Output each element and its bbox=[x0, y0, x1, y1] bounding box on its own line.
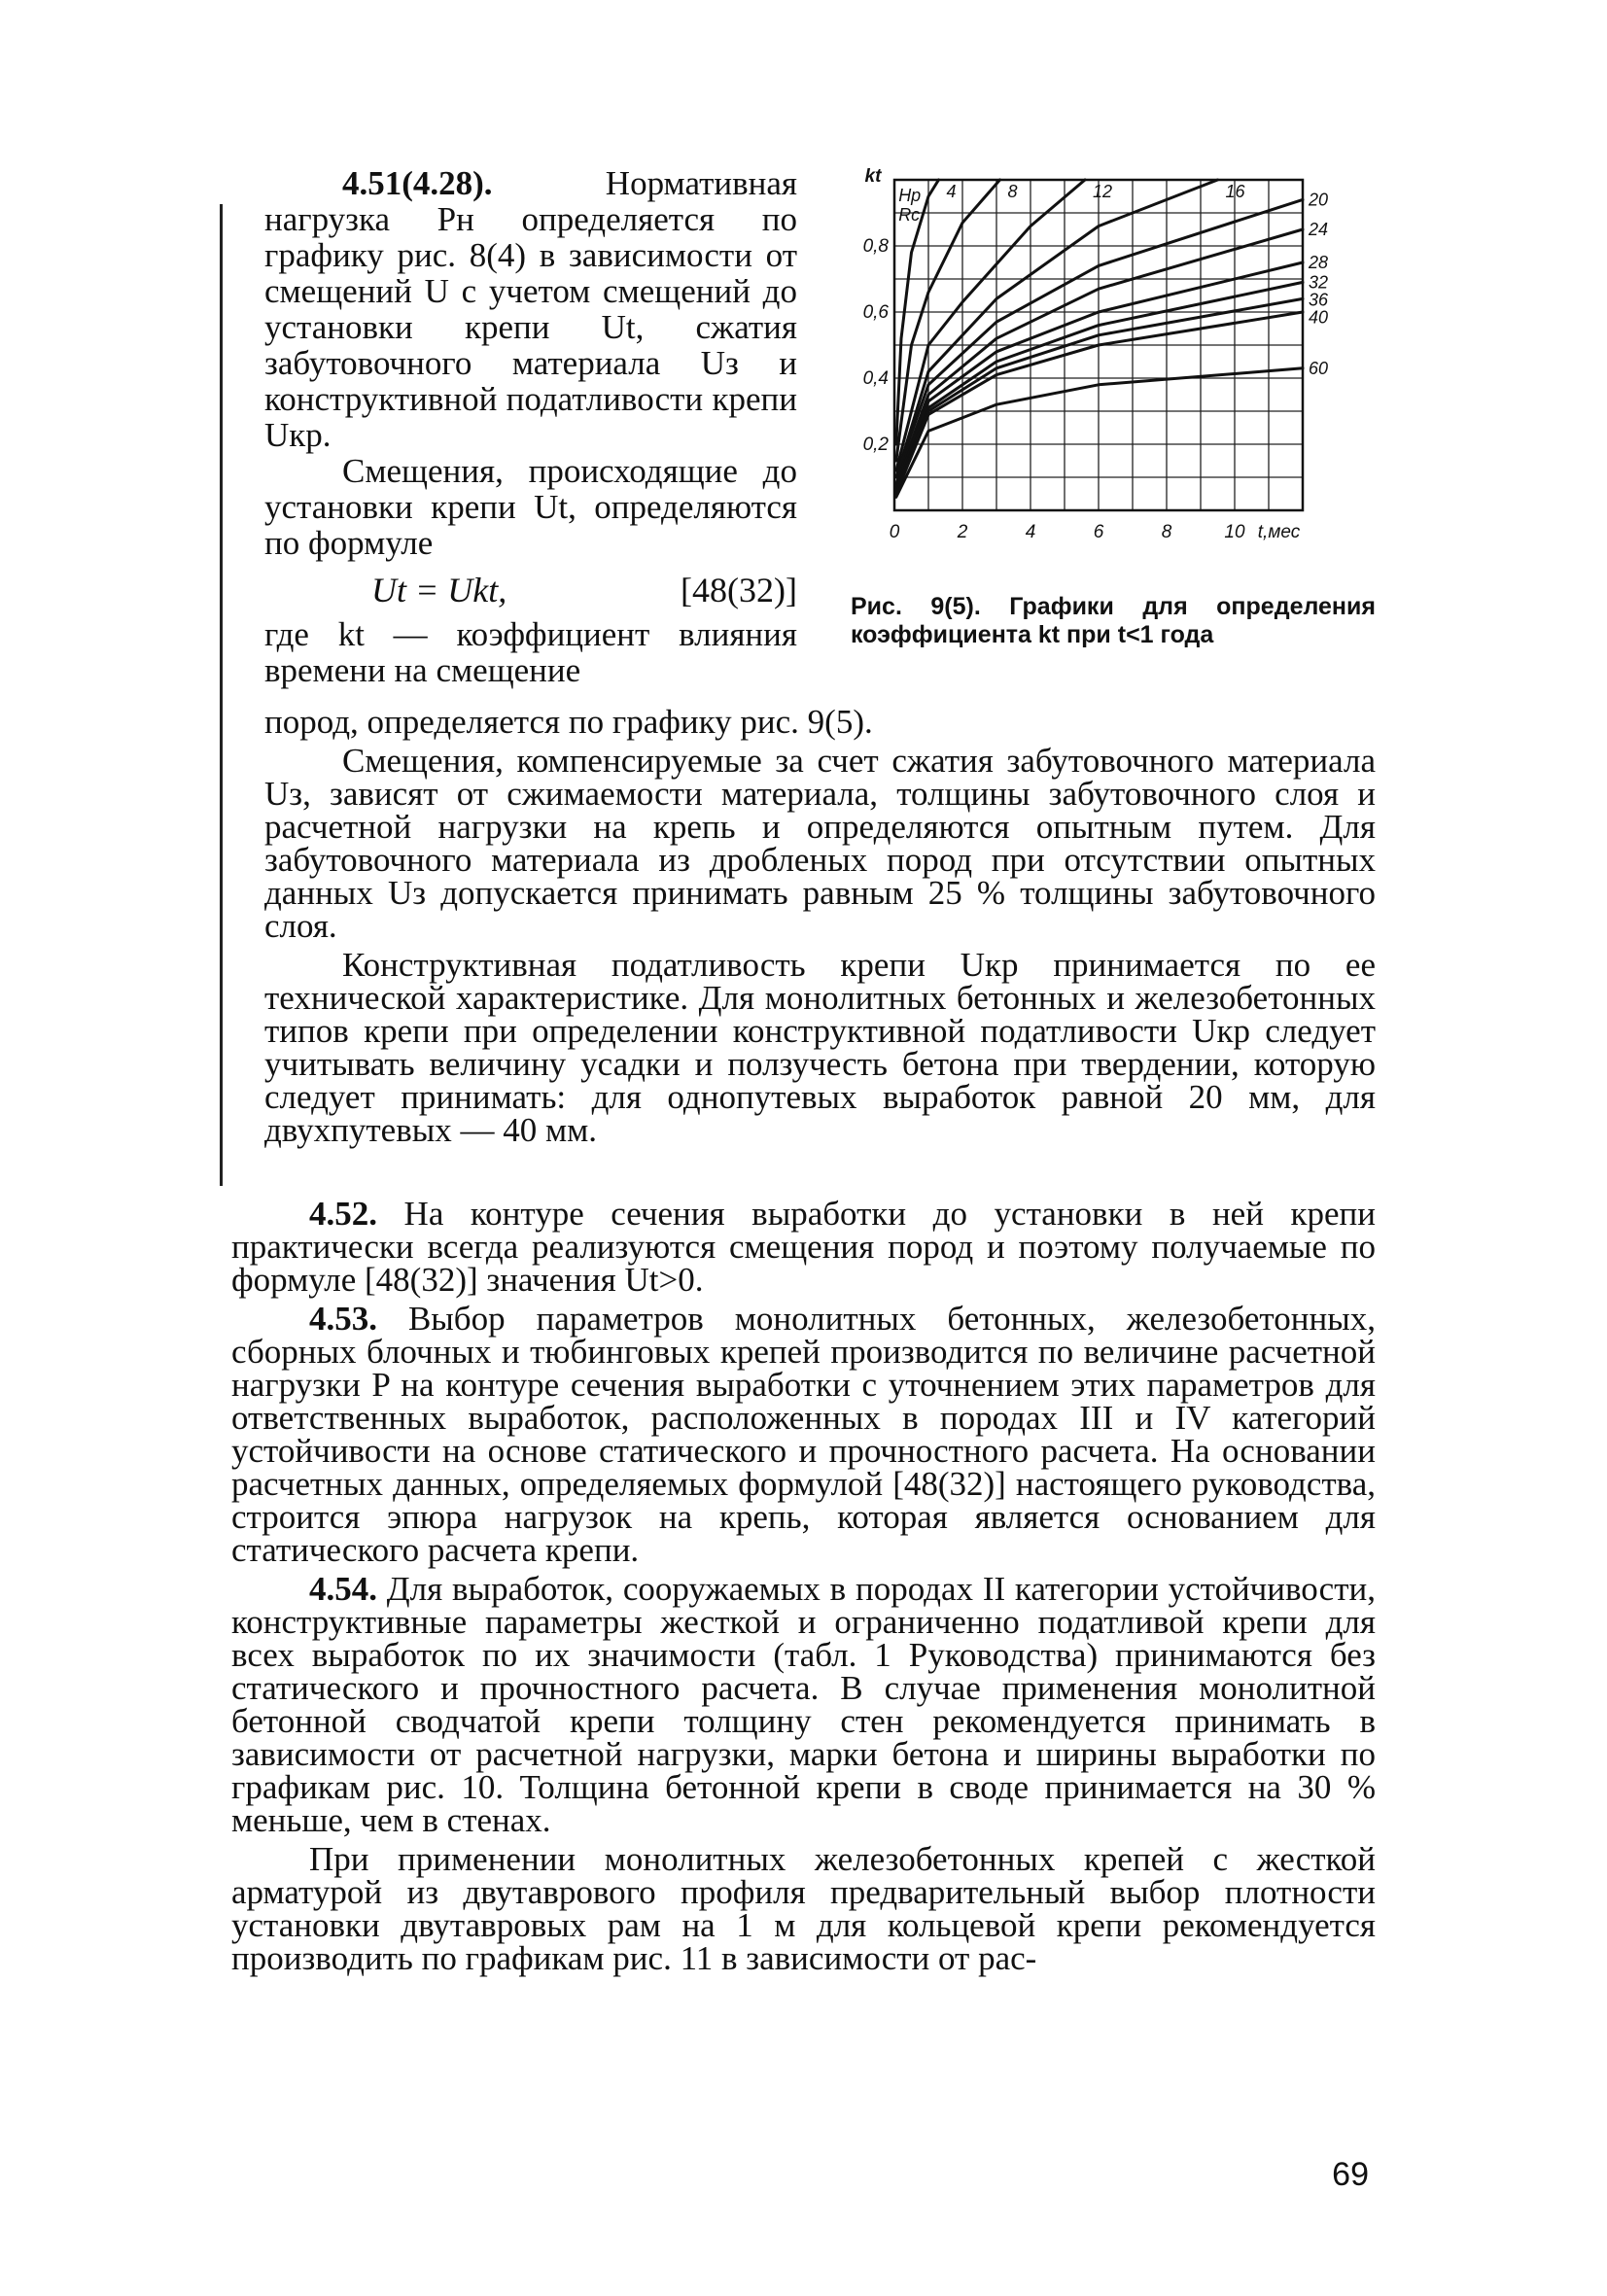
left-column bbox=[264, 165, 797, 688]
paragraph-displacements: Смещения, происходящие до установки крепи Ut, определяются по формуле bbox=[264, 452, 797, 562]
paragraph-backfill: Смещения, компенсируемые за счет сжатия забутовочного материала Uз, зависят от сжимаемости материала, толщины забутовочного слоя и расчетной нагрузки на крепь и определяются опытным путем. Для забутовочного материала из дробленых пород при отсутствии опытных данных Uз допускается принимать равным 25 % толщины забутовочного слоя. bbox=[264, 742, 1376, 945]
figure-kt-chart bbox=[846, 160, 1371, 569]
section-4-52-head: 4.52. bbox=[309, 1195, 377, 1233]
section-4-53 bbox=[231, 1300, 1376, 1569]
section-4-52 bbox=[231, 1195, 1376, 1299]
x-tick-label: 6 bbox=[1093, 522, 1104, 542]
curve-label-36: 36 bbox=[1309, 290, 1329, 310]
section-4-54-text: Для выработок, сооружаемых в породах II категории устойчивости, конструктивные параметры жесткой и ограниченно податливой крепи для всех выработок по их значимости (табл. 1 Руководства) принимаются без статического и прочностного расчета. В случае применения монолитной бетонной сводчатой крепи толщину стен рекомендуется принимать в зависимости от расчетной нагрузки, марки бетона и ширины выработки по графикам рис. 10. Толщина бетонной крепи в своде принимается на 30 % меньше, чем в стенах. bbox=[231, 1570, 1376, 1839]
body-sections bbox=[231, 1195, 1376, 1981]
page-number: 69 bbox=[1332, 2156, 1369, 2193]
y-tick-label: 0,6 bbox=[862, 302, 889, 323]
curve-label-32: 32 bbox=[1309, 272, 1329, 293]
curve-label-16: 16 bbox=[1225, 182, 1245, 201]
curve-label-20: 20 bbox=[1309, 190, 1329, 210]
body-text bbox=[264, 703, 1376, 1153]
y-tick-label: 0,4 bbox=[862, 368, 889, 389]
margin-rule bbox=[220, 204, 223, 1186]
curve-label-12: 12 bbox=[1093, 182, 1113, 201]
x-tick-label: 0 bbox=[889, 522, 900, 542]
curve-label-60: 60 bbox=[1309, 358, 1329, 378]
section-4-53-text: Выбор параметров монолитных бетонных, железобетонных, сборных блочных и тюбинговых крепей производится по величине расчетной нагрузки P на контуре сечения выработки с уточнением этих параметров для ответственных выработок, расположенных в породах III и IV категорий устойчивости на основе статического и прочностного расчета. На основании расчетных данных, определяемых формулой [48(32)] настоящего руководства, строится эпюра нагрузок на крепь, которая является основанием для статического расчета крепи. bbox=[231, 1300, 1376, 1569]
curve-20 bbox=[896, 199, 1303, 477]
section-4-51 bbox=[264, 165, 797, 453]
x-tick-label: 2 bbox=[957, 522, 968, 542]
section-4-52-text: На контуре сечения выработки до установки в ней крепи практически всегда реализуются смещения пород и поэтому получаемые по формуле [48(32)] значения Ut>0. bbox=[231, 1195, 1376, 1299]
curve-label-4: 4 bbox=[946, 182, 957, 201]
curve-label-40: 40 bbox=[1309, 307, 1329, 328]
corner-label-hp: Hp bbox=[898, 186, 922, 205]
paragraph-continuation: пород, определяется по графику рис. 9(5). bbox=[264, 703, 873, 741]
section-4-51-text: Нормативная нагрузка Pн определяется по графику рис. 8(4) в зависимости от смещений U с учетом смещений до установки крепи Ut, сжатия забутовочного материала Uз и конструктивной податливости крепи Uкр. bbox=[264, 164, 797, 454]
formula-block bbox=[264, 573, 797, 609]
section-4-54 bbox=[231, 1570, 1376, 1839]
formula-number: [48(32)] bbox=[681, 571, 797, 609]
x-axis-label: t,мес bbox=[1257, 522, 1301, 542]
y-tick-label: 0,2 bbox=[862, 435, 889, 455]
chart-svg bbox=[846, 160, 1371, 569]
curve-36 bbox=[896, 298, 1303, 490]
chart-curves bbox=[896, 180, 1303, 497]
y-tick-label: 0,8 bbox=[862, 236, 889, 257]
curve-label-28: 28 bbox=[1309, 253, 1329, 272]
x-tick-label: 10 bbox=[1224, 522, 1245, 542]
section-4-53-head: 4.53. bbox=[309, 1300, 377, 1338]
section-4-54-head: 4.54. bbox=[309, 1570, 377, 1608]
curve-label-24: 24 bbox=[1309, 220, 1329, 239]
figure-caption: Рис. 9(5). Графики для определения коэффициента kt при t<1 года bbox=[851, 593, 1376, 648]
curve-label-8: 8 bbox=[1007, 182, 1018, 201]
x-tick-label: 8 bbox=[1161, 522, 1172, 542]
formula: Ut = Ukt, bbox=[371, 571, 507, 609]
y-axis-label: kt bbox=[864, 166, 882, 187]
where-text: где kt — коэффициент влияния времени на смещение bbox=[264, 615, 797, 689]
x-tick-label: 4 bbox=[1025, 522, 1036, 542]
paragraph-reinforced: При применении монолитных железобетонных крепей с жесткой арматурой из двутаврового профиля предварительный выбор плотности установки двутавровых рам на 1 м для кольцевой крепи рекомендуется производить по графикам рис. 11 в зависимости от рас- bbox=[231, 1840, 1376, 1977]
paragraph-compliance: Конструктивная податливость крепи Uкр принимается по ее технической характеристике. Для монолитных бетонных и железобетонных типов крепи при определении конструктивной податливости Uкр следует учитывать величину усадки и ползучесть бетона при твердении, которую следует принимать: для однопутевых выработок равной 20 мм, для двухпутевых — 40 мм. bbox=[264, 946, 1376, 1149]
curve-32 bbox=[896, 282, 1303, 490]
section-4-51-head: 4.51(4.28). bbox=[342, 164, 493, 202]
corner-label-rc: Rc bbox=[898, 205, 921, 225]
chart-labels bbox=[863, 166, 1329, 542]
